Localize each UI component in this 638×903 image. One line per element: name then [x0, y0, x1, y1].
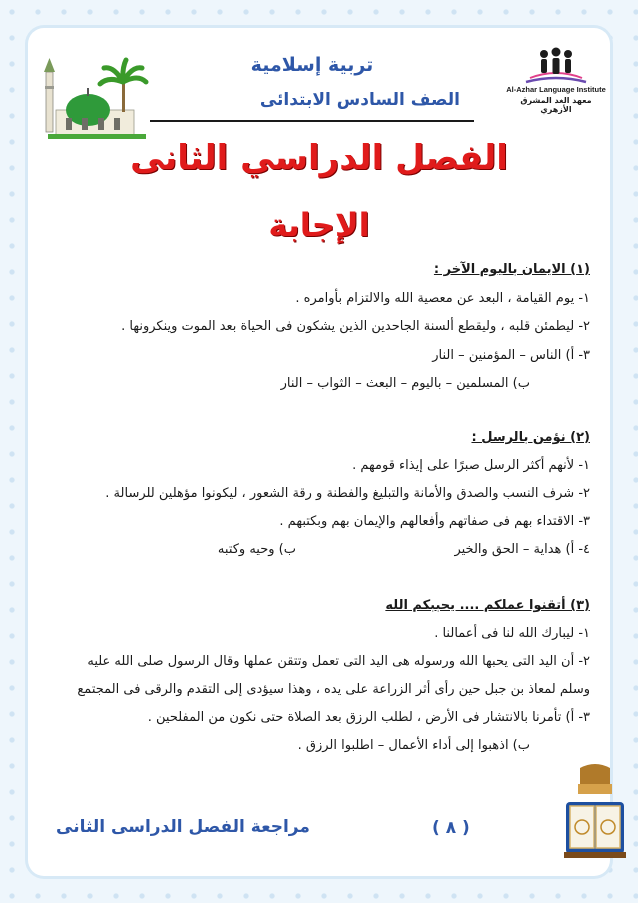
section-heading: (١) الايمان باليوم الآخر : — [433, 262, 590, 277]
answer-line: ٢- ليطمئن قلبه ، وليقطع ألسنة الجاحدين الذين يشكون فى الحياة بعد الموت وينكرونها . — [121, 319, 590, 334]
subject-title: تربية إسلامية — [250, 54, 374, 76]
section-heading: (٣) أتقنوا عملكم .... يحببكم الله — [385, 598, 590, 613]
answer-line: ب) اذهبوا إلى أداء الأعمال – اطلبوا الرزق . — [297, 738, 530, 753]
answer-title: الإجابة — [268, 206, 370, 244]
answer-line: ١- يوم القيامة ، البعد عن معصية الله والالتزام بأوامره . — [295, 291, 590, 306]
answer-line: ٣- الاقتداء بهم فى صفاتهم وأفعالهم والإيمان بهم وبكتبهم . — [279, 514, 590, 529]
institute-logo — [506, 44, 606, 116]
answer-line: ب) المسلمين – باليوم – البعث – الثواب – النار — [280, 376, 530, 391]
grade-title: الصف السادس الابتدائى — [259, 90, 460, 110]
answer-line: ب) وحيه وكتبه — [217, 542, 296, 557]
answer-line: ٤- أ) هداية – الحق والخير — [454, 542, 590, 557]
header-divider — [150, 120, 474, 122]
logo-arabic-text: معهد الغد المشرق الأزهري — [520, 96, 592, 114]
answer-line: ٢- أن اليد التى يحبها الله ورسوله هى اليد التى تعمل وتتقن عملها وقال الرسول صلى الله عليه — [87, 654, 590, 669]
answer-line: ٢- شرف النسب والصدق والأمانة والتبليغ والفطنة و رقة الشعور ، ليكونوا مؤهلين للرسالة . — [105, 486, 590, 501]
answer-line: وسلم لمعاذ بن جبل حين رأى أثر الزراعة على يده ، وهذا سيؤدى إلى التقدم والرقى فى المجتمع — [77, 682, 590, 697]
answer-line: ٣- أ) تأمرنا بالانتشار فى الأرض ، لطلب الرزق بعد الصلاة حتى نكون من المفلحين . — [147, 710, 590, 725]
logo-english-text: Al-Azhar Language Institute — [506, 85, 606, 94]
mosque-palm-icon — [38, 52, 150, 142]
section-heading: (٢) نؤمن بالرسل : — [471, 430, 590, 445]
page-number: ( ٨ ) — [432, 818, 470, 838]
answer-line: ١- ليبارك الله لنا فى أعمالنا . — [434, 626, 590, 641]
open-book-icon — [560, 762, 630, 862]
answer-line: ١- لأنهم أكثر الرسل صبرًا على إيذاء قومهم . — [352, 458, 590, 473]
logo-figures-icon — [506, 44, 606, 86]
footer-title: مراجعة الفصل الدراسى الثانى — [56, 817, 310, 837]
term-title: الفصل الدراسي الثانى — [130, 138, 508, 178]
answer-line: ٣- أ) الناس – المؤمنين – النار — [432, 348, 590, 363]
